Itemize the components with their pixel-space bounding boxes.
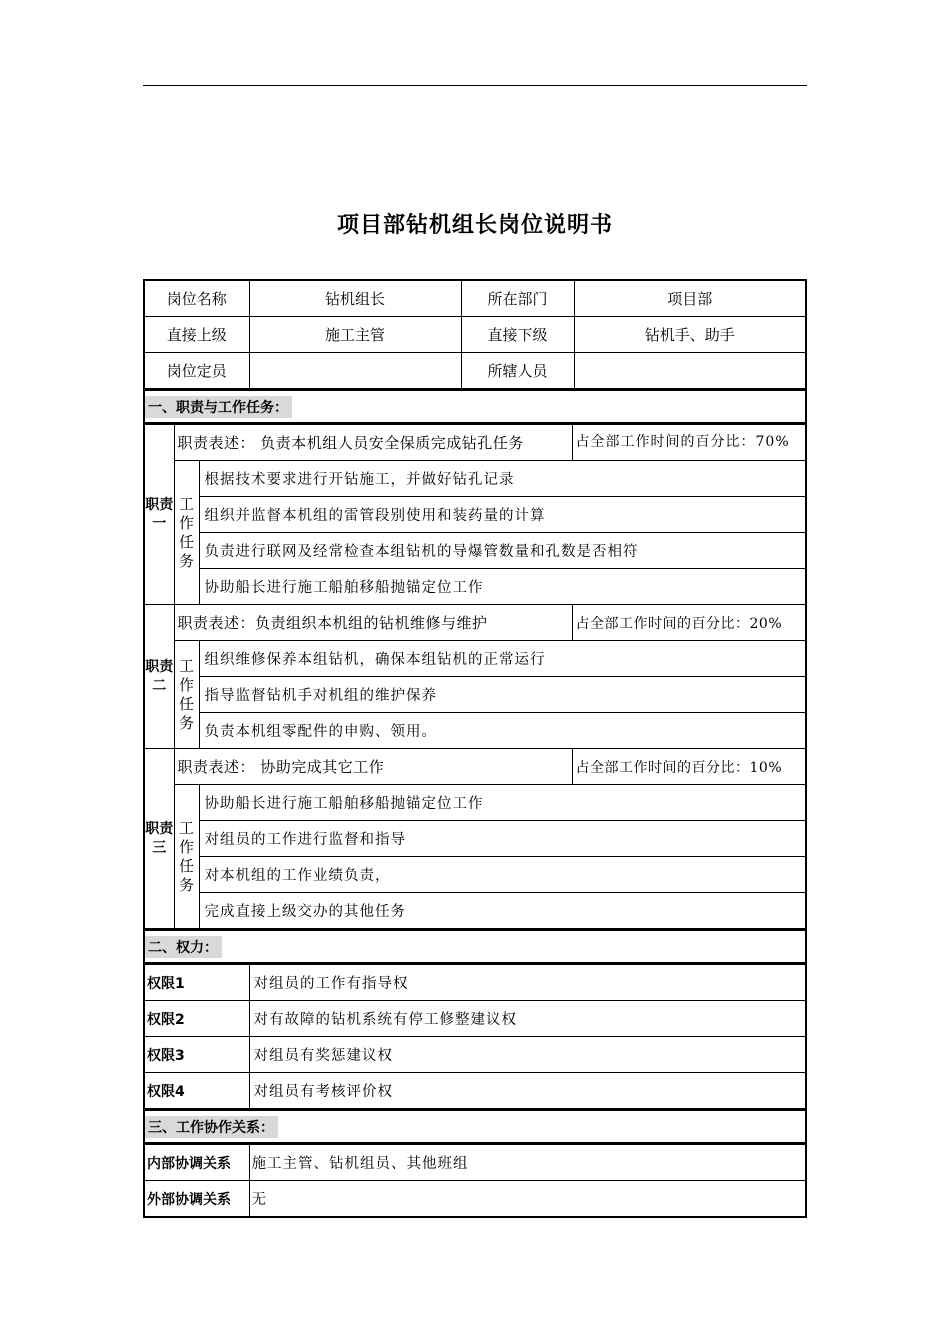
task-row [144,713,806,749]
duty-description-row [144,605,806,641]
power-value: 对组员的工作有指导权 [249,965,806,1001]
power-row [144,1037,806,1073]
header-rule [143,85,807,86]
power-label: 权限4 [144,1073,249,1109]
section-title: 三、工作协作关系： [145,1116,278,1138]
relation-value: 无 [249,1181,806,1218]
task-row [144,677,806,713]
duty-label: 职责三 [144,749,174,929]
power-row [144,1073,806,1109]
duties-table [143,424,807,929]
power-value: 对有故障的钻机系统有停工修整建议权 [249,1001,806,1037]
task-item: 负责本机组零配件的申购、领用。 [199,713,806,749]
power-row [144,1001,806,1037]
relation-row [144,1181,806,1218]
duty-description-row [144,749,806,785]
value-staff-managed [574,353,806,389]
value-department: 项目部 [574,280,806,317]
label-direct-superior: 直接上级 [144,317,249,353]
work-task-label: 工作任务 [174,641,199,749]
task-item: 负责进行联网及经常检查本组钻机的导爆管数量和孔数是否相符 [199,533,806,569]
job-description-form [143,279,807,1218]
section-title: 一、职责与工作任务： [145,396,292,418]
duty-label: 职责一 [144,425,174,605]
relations-table [143,1144,807,1218]
work-task-label: 工作任务 [174,461,199,605]
label-headcount: 岗位定员 [144,353,249,389]
task-item: 指导监督钻机手对机组的维护保养 [199,677,806,713]
duty-percentage: 占全部工作时间的百分比：10% [572,749,806,785]
task-item: 组织并监督本机组的雷管段别使用和装药量的计算 [199,497,806,533]
power-label: 权限3 [144,1037,249,1073]
value-direct-superior: 施工主管 [249,317,461,353]
task-row [144,821,806,857]
task-item: 协助船长进行施工船舶移船抛锚定位工作 [199,785,806,821]
relation-value: 施工主管、钻机组员、其他班组 [249,1145,806,1181]
task-item: 组织维修保养本组钻机，确保本组钻机的正常运行 [199,641,806,677]
power-label: 权限1 [144,965,249,1001]
work-task-label: 工作任务 [174,785,199,929]
relation-row [144,1145,806,1181]
label-position-name: 岗位名称 [144,280,249,317]
duty-percentage: 占全部工作时间的百分比：70% [572,425,806,461]
powers-table [143,964,807,1109]
task-row [144,785,806,821]
section-header-relations [143,1109,807,1144]
task-row [144,641,806,677]
basic-row [144,280,806,317]
label-direct-subordinate: 直接下级 [461,317,574,353]
task-item: 对本机组的工作业绩负责， [199,857,806,893]
power-label: 权限2 [144,1001,249,1037]
value-position-name: 钻机组长 [249,280,461,317]
task-item: 完成直接上级交办的其他任务 [199,893,806,929]
value-headcount [249,353,461,389]
basic-row [144,317,806,353]
relation-label: 外部协调关系 [144,1181,249,1218]
section-title: 二、权力： [145,936,222,958]
document-title: 项目部钻机组长岗位说明书 [336,213,613,238]
power-row [144,965,806,1001]
task-row [144,857,806,893]
power-value: 对组员有考核评价权 [249,1073,806,1109]
section-header-duties [143,389,807,424]
duty-description-row [144,425,806,461]
task-row [144,497,806,533]
duty-description: 职责表述：负责组织本机组的钻机维修与维护 [174,605,572,641]
relation-label: 内部协调关系 [144,1145,249,1181]
duty-percentage: 占全部工作时间的百分比：20% [572,605,806,641]
section-header-powers [143,929,807,964]
task-item: 协助船长进行施工船舶移船抛锚定位工作 [199,569,806,605]
label-department: 所在部门 [461,280,574,317]
basic-info-table [143,279,807,389]
task-row [144,569,806,605]
task-item: 对组员的工作进行监督和指导 [199,821,806,857]
duty-description: 职责表述： 负责本机组人员安全保质完成钻孔任务 [174,425,572,461]
task-row [144,461,806,497]
duty-description: 职责表述： 协助完成其它工作 [174,749,572,785]
basic-row [144,353,806,389]
duty-label: 职责二 [144,605,174,749]
task-row [144,533,806,569]
power-value: 对组员有奖惩建议权 [249,1037,806,1073]
label-staff-managed: 所辖人员 [461,353,574,389]
value-direct-subordinate: 钻机手、助手 [574,317,806,353]
task-row [144,893,806,929]
task-item: 根据技术要求进行开钻施工，并做好钻孔记录 [199,461,806,497]
